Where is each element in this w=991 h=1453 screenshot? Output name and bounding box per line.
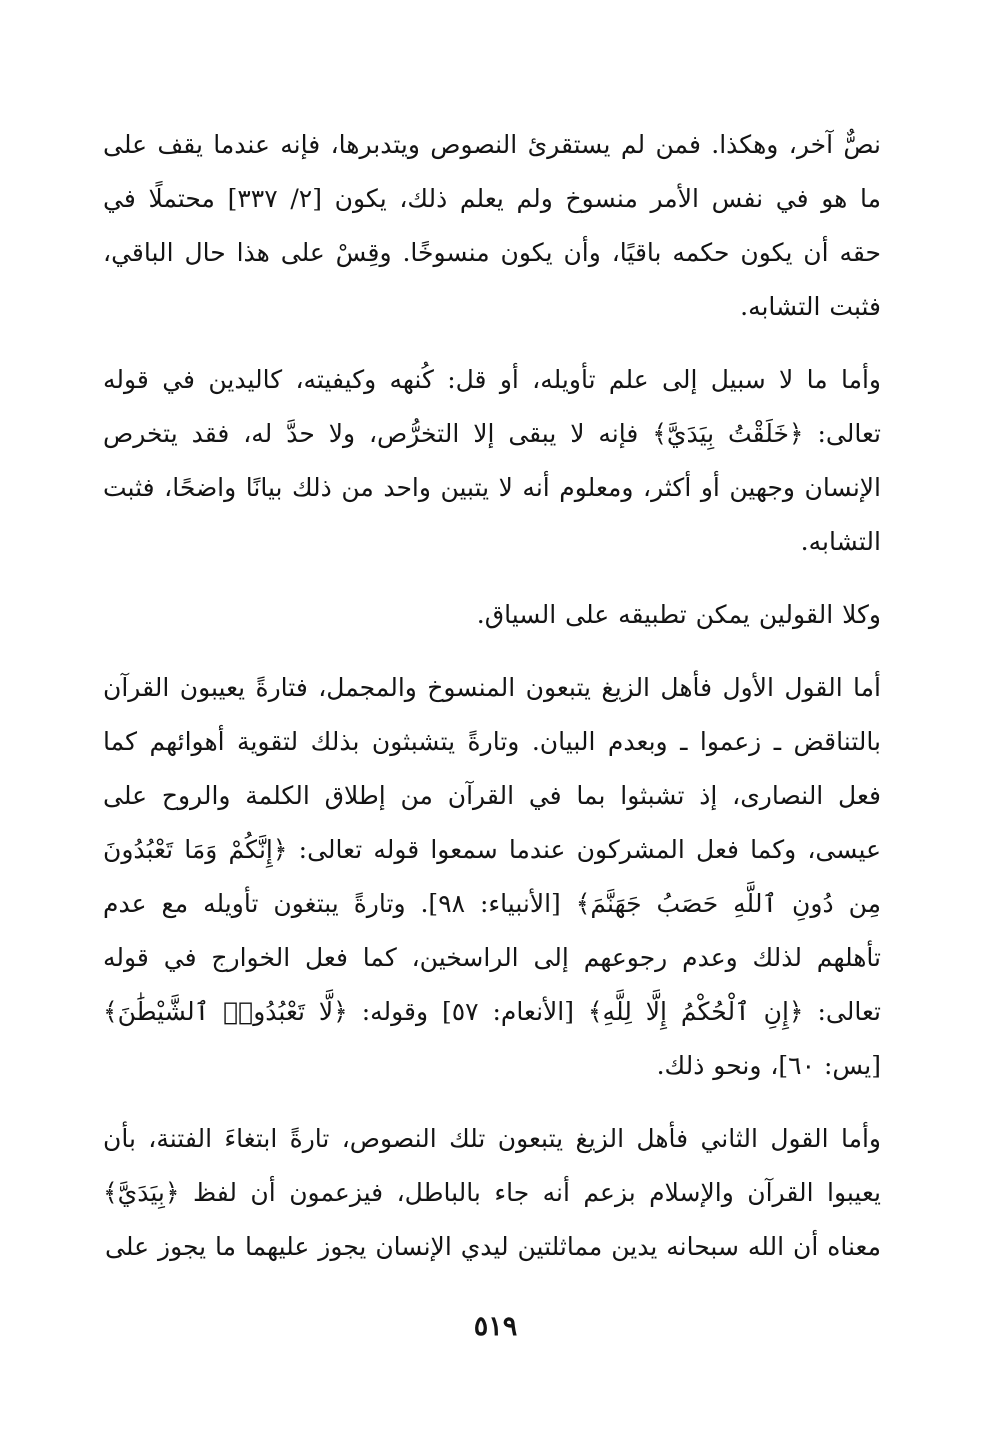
paragraph-3: وكلا القولين يمكن تطبيقه على السياق. bbox=[476, 600, 881, 629]
paragraph-4: أما القول الأول فأهل الزيغ يتبعون المنسوخ والمجمل، فتارةً يعيبون القرآن بالتناقض ـ زعموا ـ وبعدم البيان. وتارةً يتشبثون بذلك لتقوية أهوائهم كما فعل النصارى، إذ تشبثوا بما في القرآن من إطلاق الكلمة والروح على عيسى، وكما فعل المشركون عندما سمعوا قوله تعالى: ﴿إِنَّكُمْ وَمَا تَعْبُدُونَ مِن دُونِ ٱللَّهِ حَصَبُ جَهَنَّمَ﴾ [الأنبياء: ٩٨]. وتارةً يبتغون تأويله مع عدم تأهلهم لذلك وعدم رجوعهم إلى الراسخين، كما فعل الخوارج في قوله تعالى: ﴿إِنِ ٱلْحُكْمُ إِلَّا لِلَّهِ﴾ [الأنعام: ٥٧] وقوله: ﴿لَّا تَعْبُدُوا۟ ٱلشَّيْطَٰنَ﴾ [يس: ٦٠]، ونحو ذلك. bbox=[103, 673, 881, 1080]
page-number: ٥١٩ bbox=[473, 1311, 518, 1342]
page-body bbox=[103, 118, 881, 1274]
paragraph-2: وأما ما لا سبيل إلى علم تأويله، أو قل: كُنهه وكيفيته، كاليدين في قوله تعالى: ﴿خَلَقْتُ بِيَدَيَّ﴾ فإنه لا يبقى إلا التخرُّص، ولا حدَّ له، فقد يتخرص الإنسان وجهين أو أكثر، ومعلوم أنه لا يتبين واحد من ذلك بيانًا واضحًا، فثبت التشابه. bbox=[103, 365, 881, 556]
paragraph-1: نصٌّ آخر، وهكذا. فمن لم يستقرئ النصوص ويتدبرها، فإنه عندما يقف على ما هو في نفس الأمر منسوخ ولم يعلم ذلك، يكون [٢/ ٣٣٧] محتملًا في حقه أن يكون حكمه باقيًا، وأن يكون منسوخًا. وقِسْ على هذا حال الباقي، فثبت التشابه. bbox=[103, 130, 881, 321]
paragraph-5: وأما القول الثاني فأهل الزيغ يتبعون تلك النصوص، تارةً ابتغاءَ الفتنة، بأن يعيبوا القرآن والإسلام بزعم أنه جاء بالباطل، فيزعمون أن لفظ ﴿بِيَدَيَّ﴾ معناه أن الله سبحانه يدين مماثلتين ليدي الإنسان يجوز عليهما ما يجوز على bbox=[103, 1124, 881, 1261]
